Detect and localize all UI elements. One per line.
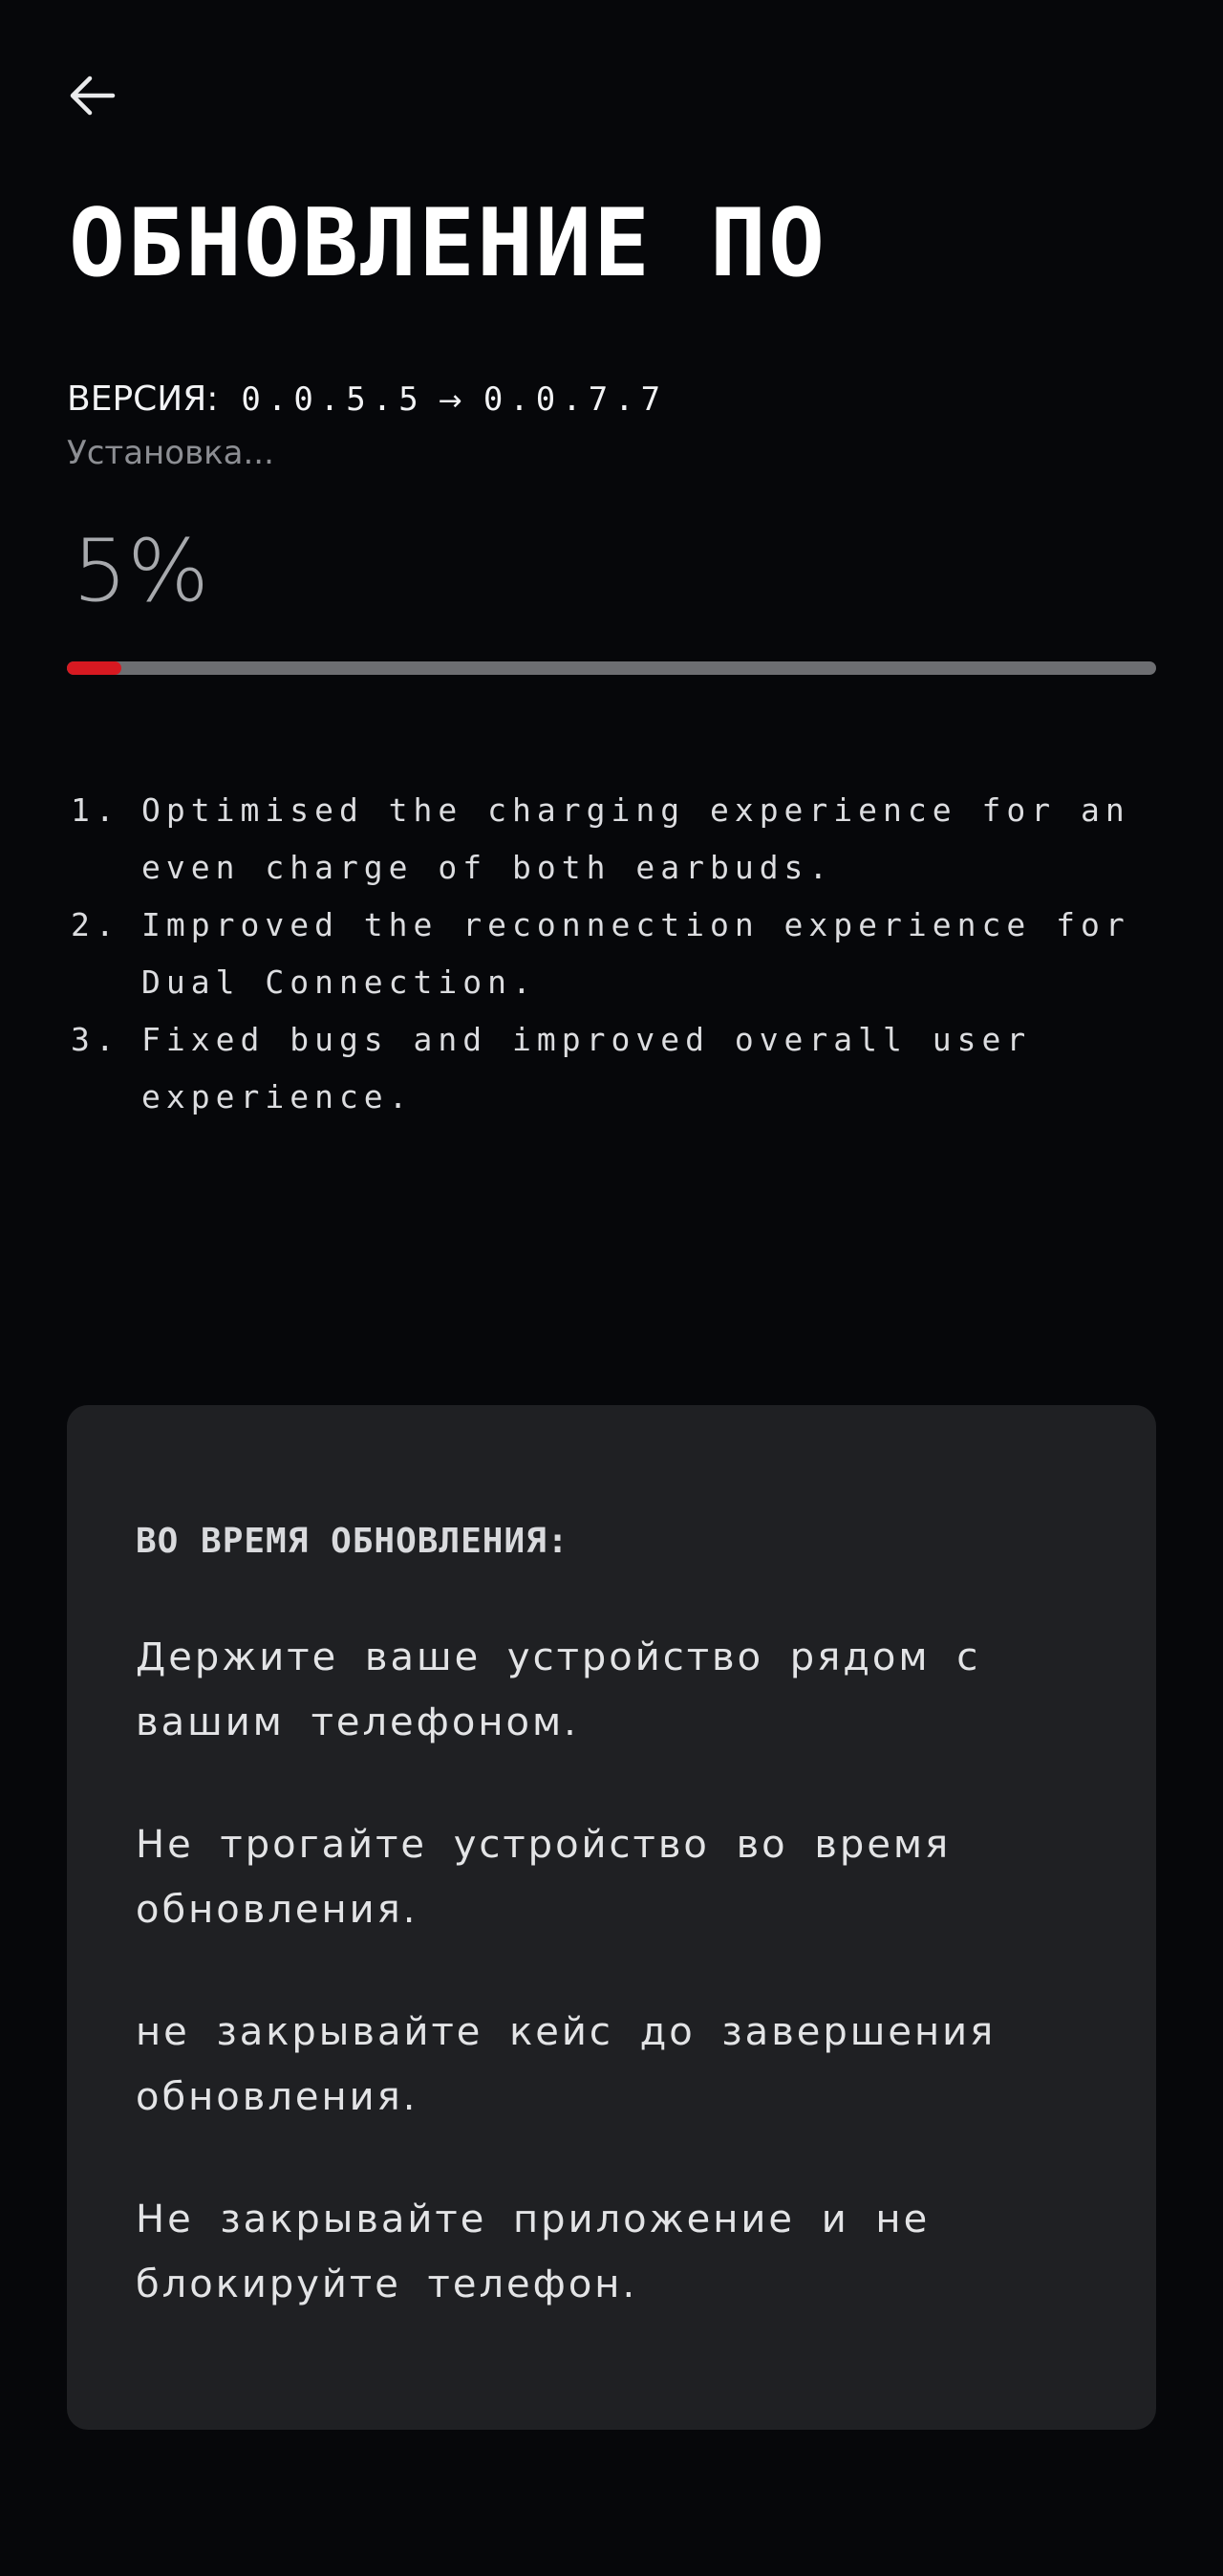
release-notes (71, 782, 1150, 1126)
release-note-text: Improved the reconnection experience for Dual Connection. (141, 906, 1130, 1001)
progress-bar-fill (67, 661, 121, 675)
update-instructions-card (67, 1405, 1156, 2430)
release-note-number: 1. (71, 791, 120, 829)
release-note-item (71, 897, 1150, 1011)
version-arrow-icon: → (438, 384, 462, 418)
version-current: 0.0.5.5 (241, 380, 425, 419)
version-new: 0.0.7.7 (483, 380, 668, 419)
version-label: ВЕРСИЯ: (67, 379, 219, 419)
instruction-item: Не закрывайте приложение и не блокируйте телефон. (136, 2197, 931, 2306)
back-button[interactable] (57, 63, 126, 132)
page-title: ОБНОВЛЕНИЕ ПО (69, 189, 827, 298)
arrow-left-icon (67, 75, 117, 120)
release-note-text: Fixed bugs and improved overall user experience. (141, 1021, 1032, 1115)
progress-bar (67, 661, 1156, 675)
release-note-number: 2. (71, 906, 120, 943)
instruction-item: не закрывайте кейс до завершения обновления. (136, 2010, 997, 2119)
release-note-item (71, 1011, 1150, 1126)
instruction-item: Держите ваше устройство рядом с вашим телефоном. (136, 1635, 981, 1744)
version-info (67, 379, 667, 422)
release-note-number: 3. (71, 1021, 120, 1058)
release-note-item (71, 782, 1150, 897)
instruction-item: Не трогайте устройство во время обновления. (136, 1823, 952, 1932)
progress-percent: 5% (73, 521, 209, 621)
release-note-text: Optimised the charging experience for an even charge of both earbuds. (141, 791, 1130, 886)
install-status: Установка... (67, 434, 274, 472)
card-heading: ВО ВРЕМЯ ОБНОВЛЕНИЯ: (136, 1522, 569, 1561)
